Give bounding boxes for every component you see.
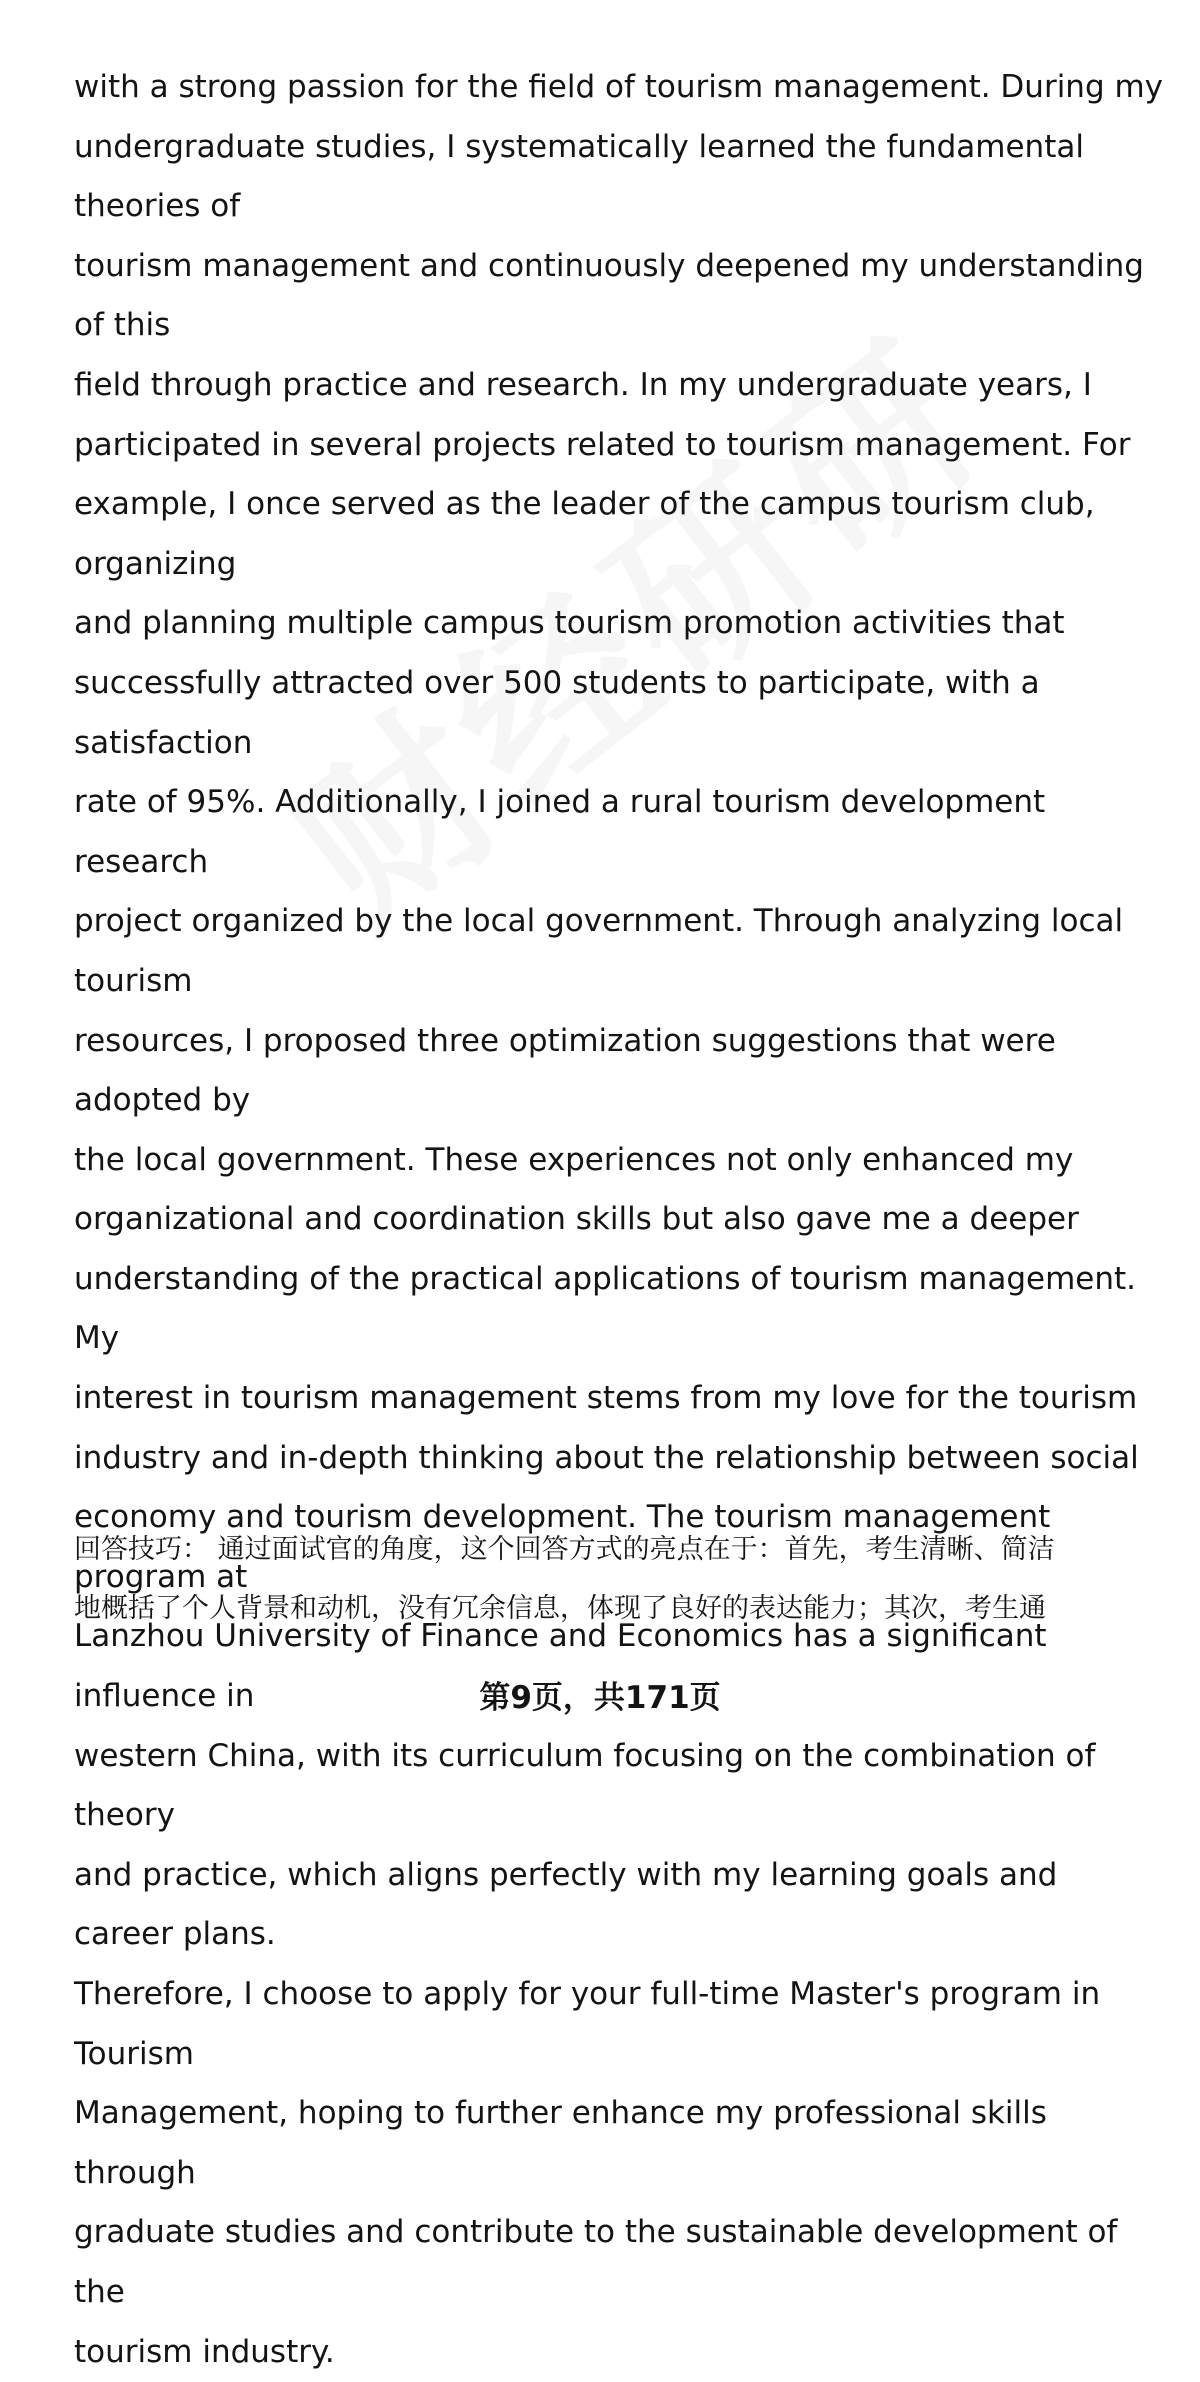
answer-tip-paragraph: 回答技巧： 通过面试官的角度，这个回答方式的亮点在于：首先，考生清晰、简洁 地概括了个人背景和动机，没有冗余信息，体现了良好的表达能力；其次，考生通: [74, 1534, 1055, 1624]
answer-paragraph: with a strong passion for the field of tourism management. During my undergraduate studies, I systematically learned the fundamental theories of tourism management and continuously deepened my understanding of this field through practice and research. In my undergraduate years, I participated in several projects related to tourism management. For example, I once served as the leader of the campus tourism club, organizing and planning multiple campus tourism promotion activities that successfully attracted over 500 students to participate, with a satisfaction rate of 95%. Additionally, I joined a rural tourism development research project organized by the local government. Through analyzing local tourism resources, I proposed three optimization suggestions that were adopted by the local government. These experiences not only enhanced my organizational and coordination skills but also gave me a deeper understanding of the practical applications of tourism management. My interest in tourism management stems from my love for the tourism industry and in-depth thinking about the relationship between social economy and tourism development. The tourism management program at Lanzhou University of Finance and Economics has a significant influence in western China, with its curriculum focusing on the combination of theory and practice, which aligns perfectly with my learning goals and career plans. Therefore, I choose to apply for your full-time Master's program in Tourism Management, hoping to further enhance my professional skills through graduate studies and contribute to the sustainable development of the tourism industry.: [74, 69, 1164, 2370]
page-number: 第9页，共171页: [479, 1680, 721, 1716]
